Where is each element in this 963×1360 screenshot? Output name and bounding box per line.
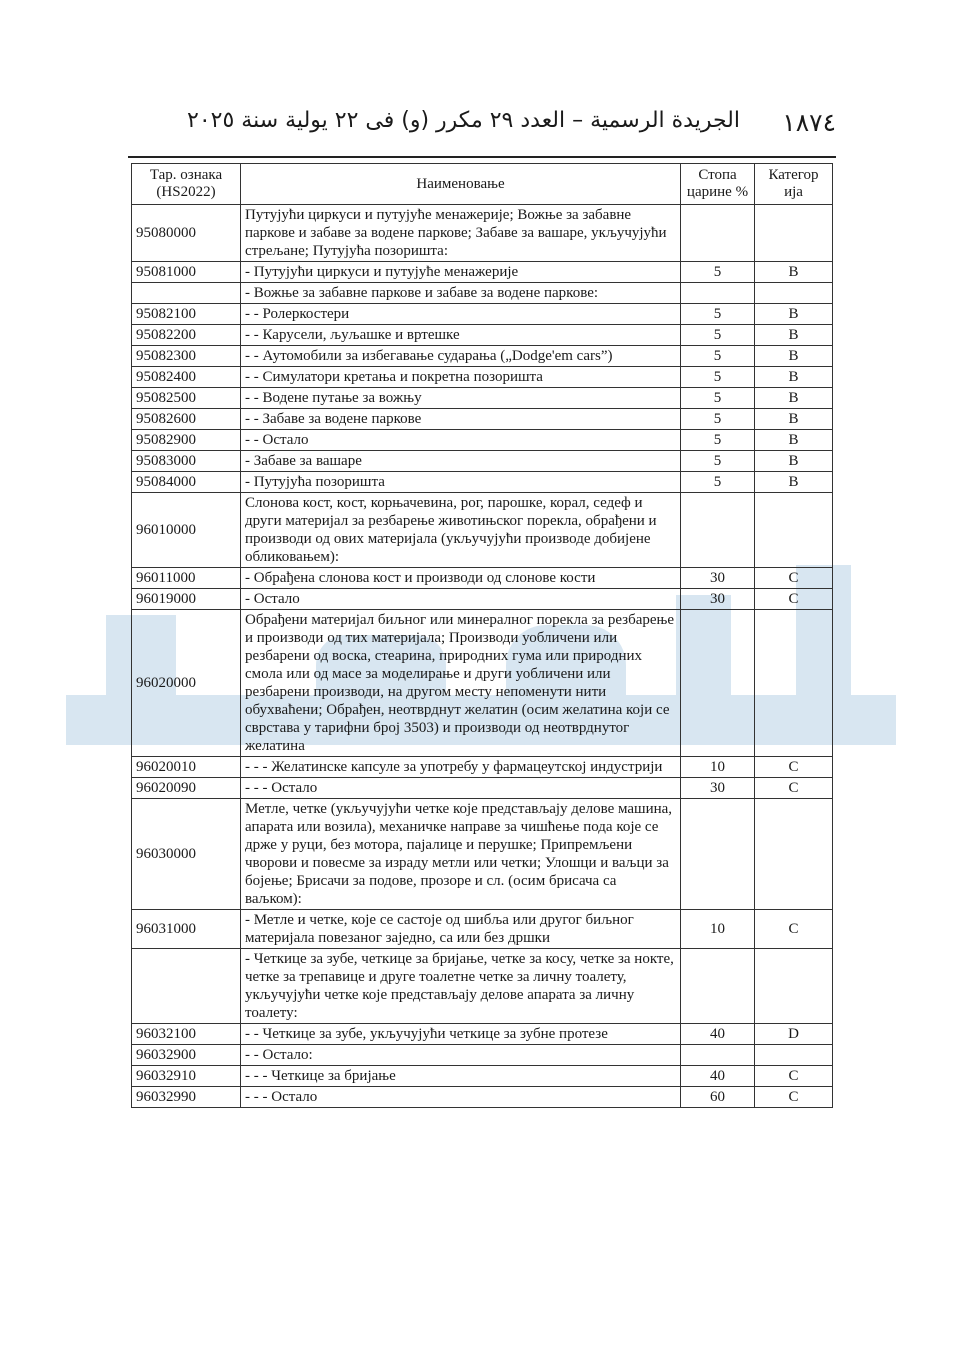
tariff-code-cell: 96020010 <box>132 757 241 778</box>
category-cell: B <box>755 304 833 325</box>
tariff-code-cell <box>132 283 241 304</box>
table-row <box>132 472 833 493</box>
tariff-code-cell <box>132 949 241 1024</box>
category-cell <box>755 205 833 262</box>
table-row <box>132 367 833 388</box>
table-row <box>132 1066 833 1087</box>
tariff-code-cell: 95082200 <box>132 325 241 346</box>
table-row <box>132 610 833 757</box>
table-row <box>132 325 833 346</box>
table-row <box>132 346 833 367</box>
category-cell: C <box>755 910 833 949</box>
table-row <box>132 409 833 430</box>
tariff-code-cell: 95082100 <box>132 304 241 325</box>
tariff-code-cell: 95083000 <box>132 451 241 472</box>
description-cell: - - - Остало <box>241 1087 681 1108</box>
duty-rate-cell <box>681 1045 755 1066</box>
category-cell: B <box>755 409 833 430</box>
table-header-row <box>132 164 833 205</box>
duty-rate-cell: 5 <box>681 430 755 451</box>
duty-rate-cell: 5 <box>681 262 755 283</box>
tariff-table <box>131 163 833 1108</box>
duty-rate-cell <box>681 283 755 304</box>
duty-rate-cell: 10 <box>681 757 755 778</box>
tariff-code-cell: 96020000 <box>132 610 241 757</box>
table-row <box>132 1024 833 1045</box>
duty-rate-cell: 60 <box>681 1087 755 1108</box>
table-row <box>132 799 833 910</box>
duty-rate-cell: 30 <box>681 778 755 799</box>
duty-rate-cell: 5 <box>681 367 755 388</box>
duty-rate-cell <box>681 799 755 910</box>
category-cell <box>755 949 833 1024</box>
category-cell <box>755 493 833 568</box>
description-cell: - - Остало <box>241 430 681 451</box>
tariff-code-cell: 95080000 <box>132 205 241 262</box>
header-divider <box>128 156 836 158</box>
category-cell <box>755 610 833 757</box>
duty-rate-cell: 40 <box>681 1066 755 1087</box>
column-header-name: Наименовање <box>241 164 681 205</box>
page-number: ١٨٧٤ <box>782 108 836 137</box>
gazette-title: الجريدة الرسمية – العدد ٢٩ مكرر (و) فى ٢٢ يولية سنة ٢٠٢٥ <box>187 108 740 133</box>
duty-rate-cell <box>681 205 755 262</box>
category-cell: B <box>755 262 833 283</box>
description-cell: - - - Остало <box>241 778 681 799</box>
category-cell <box>755 283 833 304</box>
tariff-code-cell: 96032900 <box>132 1045 241 1066</box>
tariff-code-cell: 96032100 <box>132 1024 241 1045</box>
table-row <box>132 1045 833 1066</box>
category-cell <box>755 1045 833 1066</box>
tariff-code-cell: 95082900 <box>132 430 241 451</box>
table-row <box>132 568 833 589</box>
tariff-code-cell: 95082500 <box>132 388 241 409</box>
tariff-code-cell: 96011000 <box>132 568 241 589</box>
description-cell: - - Остало: <box>241 1045 681 1066</box>
duty-rate-cell: 5 <box>681 325 755 346</box>
column-header-category: Категор ија <box>755 164 833 205</box>
description-cell: - - Забаве за водене паркове <box>241 409 681 430</box>
description-cell: Путујући циркуси и путујуће менажерије; Вожње за забавне паркове и забаве за водене паркове; Забаве за вашаре, укључујући стрељане; Путујућа позоришта: <box>241 205 681 262</box>
table-row <box>132 1087 833 1108</box>
duty-rate-cell: 5 <box>681 346 755 367</box>
description-cell: - Остало <box>241 589 681 610</box>
table-row <box>132 388 833 409</box>
tariff-code-cell: 96010000 <box>132 493 241 568</box>
table-body <box>132 205 833 1108</box>
column-header-code: Тар. ознака (HS2022) <box>132 164 241 205</box>
tariff-code-cell: 96031000 <box>132 910 241 949</box>
category-cell: B <box>755 367 833 388</box>
category-cell: B <box>755 346 833 367</box>
table-row <box>132 910 833 949</box>
description-cell: - - Водене путање за вожњу <box>241 388 681 409</box>
tariff-code-cell: 96032990 <box>132 1087 241 1108</box>
table-row <box>132 757 833 778</box>
description-cell: - Четкице за зубе, четкице за бријање, четке за косу, четке за нокте, четке за трепавице и друге тоалетне четке за личну тоалету, укључујући четке које представљају делове апарата за личну тоалету: <box>241 949 681 1024</box>
category-cell: C <box>755 1066 833 1087</box>
tariff-code-cell: 96019000 <box>132 589 241 610</box>
category-cell: C <box>755 757 833 778</box>
duty-rate-cell: 5 <box>681 304 755 325</box>
description-cell: - - Четкице за зубе, укључујући четкице за зубне протезе <box>241 1024 681 1045</box>
duty-rate-cell <box>681 949 755 1024</box>
duty-rate-cell: 5 <box>681 451 755 472</box>
description-cell: - - Аутомобили за избегавање сударања („Dodge'em cars”) <box>241 346 681 367</box>
description-cell: - - Карусели, љуљашке и вртешке <box>241 325 681 346</box>
duty-rate-cell: 30 <box>681 568 755 589</box>
description-cell: - - Симулатори кретања и покретна позоришта <box>241 367 681 388</box>
description-cell: - - - Четкице за бријање <box>241 1066 681 1087</box>
tariff-code-cell: 96020090 <box>132 778 241 799</box>
category-cell: B <box>755 451 833 472</box>
category-cell: C <box>755 1087 833 1108</box>
description-cell: - - Ролеркостери <box>241 304 681 325</box>
description-cell: - Обрађена слонова кост и производи од слонове кости <box>241 568 681 589</box>
description-cell: Метле, четке (укључујући четке које представљају делове машина, апарата или возила), механичке направе за чишћење пода које се држе у руци, без мотора, пајалице и перушке; Припремљени чворови и повесме за израду метли или четки; Улошци и ваљци за бојење; Брисачи за подове, прозоре и сл. (осим брисача са ваљком): <box>241 799 681 910</box>
duty-rate-cell: 40 <box>681 1024 755 1045</box>
category-cell: B <box>755 388 833 409</box>
tariff-code-cell: 96032910 <box>132 1066 241 1087</box>
duty-rate-cell <box>681 610 755 757</box>
table-row <box>132 451 833 472</box>
description-cell: - Метле и четке, које се састоје од шибља или другог биљног материјала повезаног заједно, са или без дршки <box>241 910 681 949</box>
description-cell: - Забаве за вашаре <box>241 451 681 472</box>
description-cell: - Путујући циркуси и путујуће менажерије <box>241 262 681 283</box>
table-row <box>132 949 833 1024</box>
tariff-code-cell: 95082600 <box>132 409 241 430</box>
page-header <box>128 104 836 140</box>
duty-rate-cell: 10 <box>681 910 755 949</box>
description-cell: - - - Желатинске капсуле за употребу у фармацеутској индустрији <box>241 757 681 778</box>
tariff-code-cell: 95082400 <box>132 367 241 388</box>
duty-rate-cell: 30 <box>681 589 755 610</box>
category-cell: B <box>755 430 833 451</box>
description-cell: - Вожње за забавне паркове и забаве за водене паркове: <box>241 283 681 304</box>
table-row <box>132 493 833 568</box>
tariff-code-cell: 95082300 <box>132 346 241 367</box>
description-cell: Слонова кост, кост, корњачевина, рог, парошке, корал, седеф и други материјал за резбарење животињског порекла, обрађени и производи од ових материјала (укључујући производе добијене обликовањем): <box>241 493 681 568</box>
table-row <box>132 430 833 451</box>
duty-rate-cell: 5 <box>681 472 755 493</box>
description-cell: Обрађени материјал биљног или минералног порекла за резбарење и производи од тих материјала; Производи уобличени или резбарени од воска, стеарина, природних гума или природних смола или од масе за моделирање и други уобличени или резбарени производи, на другом месту непоменути нити обухваћени; Обрађен, неотврднут желатин (осим желатина који се сврстава у тарифни број 3503) и производи од неотврднутог желатина <box>241 610 681 757</box>
table-row <box>132 589 833 610</box>
category-cell: B <box>755 472 833 493</box>
duty-rate-cell: 5 <box>681 388 755 409</box>
table-row <box>132 283 833 304</box>
tariff-code-cell: 95084000 <box>132 472 241 493</box>
description-cell: - Путујућа позоришта <box>241 472 681 493</box>
duty-rate-cell: 5 <box>681 409 755 430</box>
table-row <box>132 205 833 262</box>
column-header-rate: Стопа царине % <box>681 164 755 205</box>
tariff-code-cell: 96030000 <box>132 799 241 910</box>
category-cell: C <box>755 568 833 589</box>
duty-rate-cell <box>681 493 755 568</box>
table-row <box>132 778 833 799</box>
category-cell <box>755 799 833 910</box>
category-cell: B <box>755 325 833 346</box>
category-cell: C <box>755 778 833 799</box>
table-row <box>132 304 833 325</box>
tariff-code-cell: 95081000 <box>132 262 241 283</box>
category-cell: D <box>755 1024 833 1045</box>
table-row <box>132 262 833 283</box>
category-cell: C <box>755 589 833 610</box>
